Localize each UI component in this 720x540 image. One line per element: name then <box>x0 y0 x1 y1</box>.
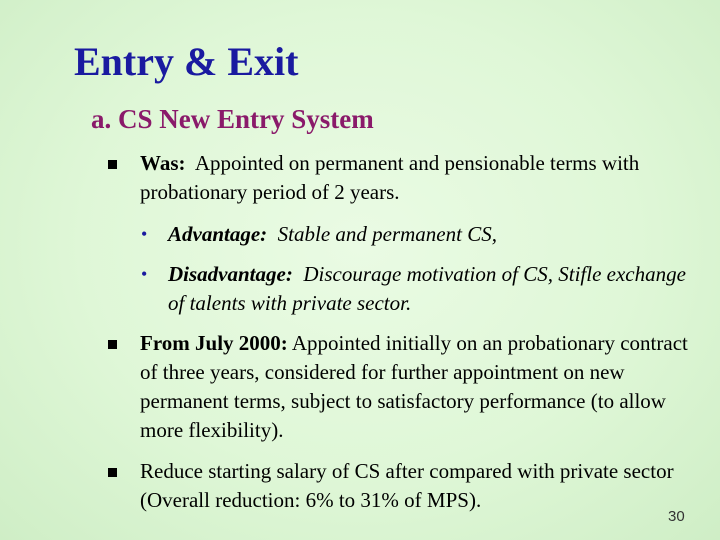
subpoint-lead: Advantage: <box>168 222 268 246</box>
sub-bullet-icon: • <box>141 264 148 284</box>
point-text: Reduce starting salary of CS after compared with private sector (Overall reduction: 6% to 31% of MPS). <box>140 459 674 512</box>
point-text: Appointed initially on an probationary contract of three years, considered for further appointment on new permanent terms, subject to satisfactory performance (to allow more flexibility). <box>140 331 688 442</box>
point-july-2000 <box>140 329 700 445</box>
page-number: 30 <box>668 508 685 525</box>
point-lead: Was: <box>140 151 186 175</box>
section-heading: a. CS New Entry System <box>91 104 374 134</box>
point-was <box>140 149 700 207</box>
point-text: Appointed on permanent and pensionable terms with probationary period of 2 years. <box>140 151 640 204</box>
subpoint-advantage <box>168 220 698 249</box>
slide-title: Entry & Exit <box>74 39 299 84</box>
subpoint-disadvantage <box>168 260 698 318</box>
subpoint-text: Discourage motivation of CS, Stifle exchange of talents with private sector. <box>168 262 686 315</box>
sub-bullet-icon: • <box>141 224 148 244</box>
square-bullet-icon <box>108 340 117 349</box>
square-bullet-icon <box>108 160 117 169</box>
point-lead: From July 2000: <box>140 331 288 355</box>
point-salary <box>140 457 700 515</box>
square-bullet-icon <box>108 468 117 477</box>
subpoint-lead: Disadvantage: <box>168 262 293 286</box>
subpoint-text: Stable and permanent CS, <box>277 222 497 246</box>
